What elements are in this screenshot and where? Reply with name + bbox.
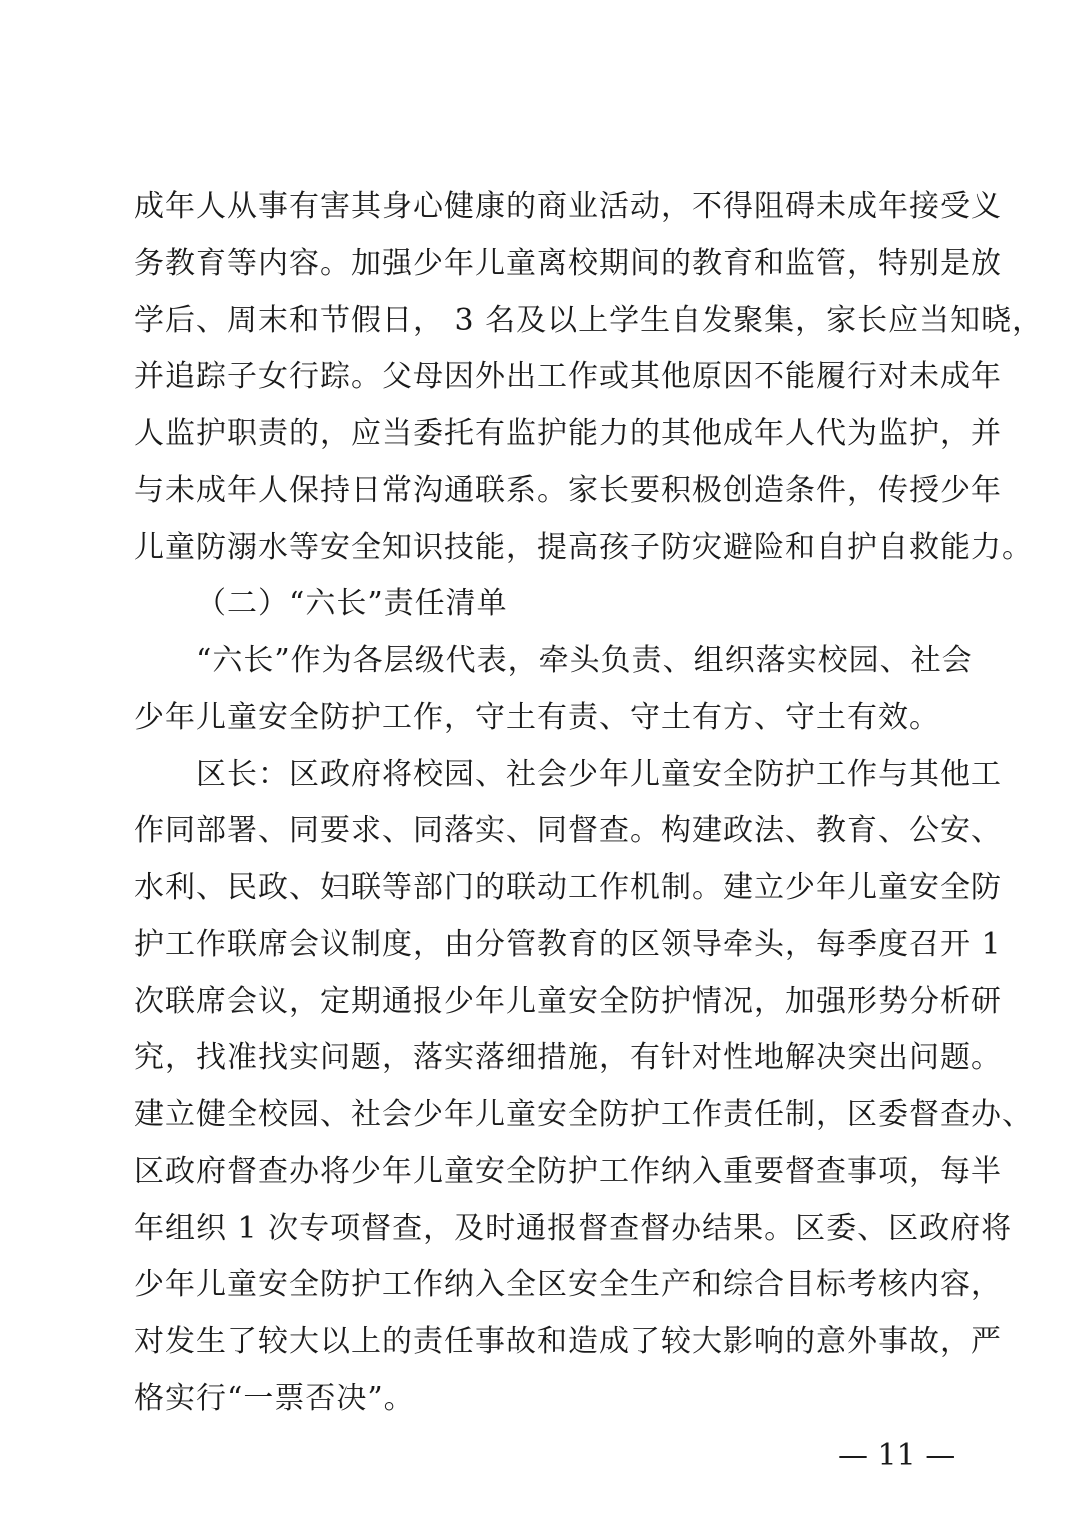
body-line: 区长：区政府将校园、社会少年儿童安全防护工作与其他工 <box>196 757 1002 792</box>
body-line: 少年儿童安全防护工作，守土有责、守土有方、守土有效。 <box>134 700 940 735</box>
page-number: — 11 — <box>838 1438 956 1473</box>
body-line: 务教育等内容。加强少年儿童离校期间的教育和监管，特别是放 <box>134 246 1002 281</box>
body-line: 年组织 1 次专项督查，及时通报督查督办结果。区委、区政府将 <box>134 1211 1013 1246</box>
section-heading: （二）“六长”责任清单 <box>196 586 508 621</box>
body-line: 对发生了较大以上的责任事故和造成了较大影响的意外事故，严 <box>134 1324 1002 1359</box>
body-line: 建立健全校园、社会少年儿童安全防护工作责任制，区委督查办、 <box>134 1097 1033 1132</box>
body-line: 少年儿童安全防护工作纳入全区安全生产和综合目标考核内容， <box>134 1267 1002 1302</box>
body-line: “六长”作为各层级代表，牵头负责、组织落实校园、社会 <box>196 643 973 678</box>
body-line: 区政府督查办将少年儿童安全防护工作纳入重要督查事项，每半 <box>134 1154 1002 1189</box>
body-line: 究，找准找实问题，落实落细措施，有针对性地解决突出问题。 <box>134 1040 1002 1075</box>
body-line: 人监护职责的，应当委托有监护能力的其他成年人代为监护，并 <box>134 416 1002 451</box>
body-line: 水利、民政、妇联等部门的联动工作机制。建立少年儿童安全防 <box>134 870 1002 905</box>
body-line: 成年人从事有害其身心健康的商业活动，不得阻碍未成年接受义 <box>134 189 1002 224</box>
body-line: 次联席会议，定期通报少年儿童安全防护情况，加强形势分析研 <box>134 984 1002 1019</box>
body-line: 儿童防溺水等安全知识技能，提高孩子防灾避险和自护自救能力。 <box>134 530 1033 565</box>
body-line: 格实行“一票否决”。 <box>134 1381 415 1416</box>
body-line: 护工作联席会议制度，由分管教育的区领导牵头，每季度召开 1 <box>134 927 1002 962</box>
body-line: 与未成年人保持日常沟通联系。家长要积极创造条件，传授少年 <box>134 473 1002 508</box>
body-line: 学后、周末和节假日， 3 名及以上学生自发聚集，家长应当知晓， <box>134 303 1044 338</box>
body-line: 并追踪子女行踪。父母因外出工作或其他原因不能履行对未成年 <box>134 359 1002 394</box>
body-line: 作同部署、同要求、同落实、同督查。构建政法、教育、公安、 <box>134 813 1002 848</box>
